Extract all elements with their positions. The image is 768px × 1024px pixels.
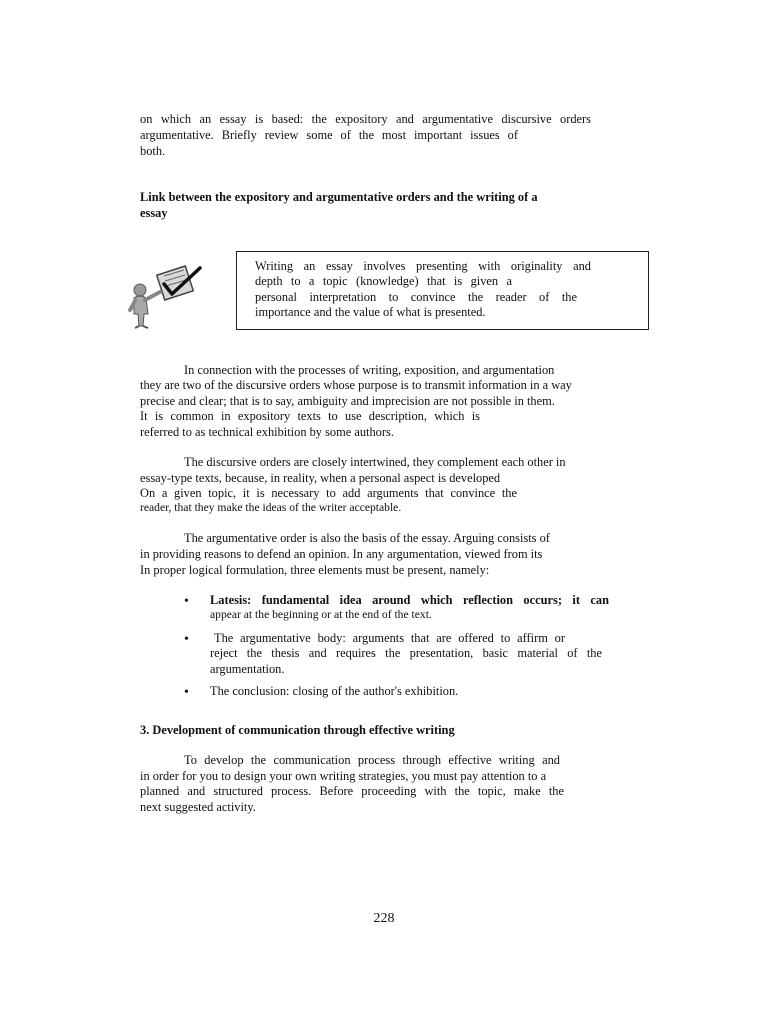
para1-line-1: In connection with the processes of writing, exposition, and argumentation	[184, 363, 555, 377]
section3-line-3: planned and structured process. Before proceeding with the topic, make the	[140, 784, 564, 798]
section3-line-1: To develop the communication process through effective writing and	[184, 753, 560, 767]
intro-line-1: on which an essay is based: the expository and argumentative discursive orders	[140, 112, 591, 126]
para1-line-4: It is common in expository texts to use description, which is	[140, 409, 480, 423]
para3-line-3: In proper logical formulation, three elements must be present, namely:	[140, 563, 490, 577]
para3-line-1: The argumentative order is also the basis of the essay. Arguing consists of	[184, 531, 550, 545]
para1-line-5: referred to as technical exhibition by some authors.	[140, 425, 394, 439]
bullet-1-line-1: Latesis: fundamental idea around which reflection occurs; it can	[210, 593, 609, 607]
para3-line-2: in providing reasons to defend an opinion. In any argumentation, viewed from its	[140, 547, 543, 561]
callout-line-3: personal interpretation to convince the reader of the	[255, 290, 577, 304]
intro-line-3: both.	[140, 144, 166, 158]
bullet-2-line-3: argumentation.	[210, 662, 285, 676]
para2-line-2: essay-type texts, because, in reality, when a personal aspect is developed	[140, 471, 501, 485]
section-heading-line-1: Link between the expository and argumentative orders and the writing of a	[140, 190, 538, 204]
bullet-1-line-2: appear at the beginning or at the end of the text.	[210, 608, 432, 621]
section3-heading: 3. Development of communication through effective writing	[140, 723, 455, 737]
section-heading-line-2: essay	[140, 206, 168, 220]
intro-line-2: argumentative. Briefly review some of the most important issues of	[140, 128, 518, 142]
para1-line-3: precise and clear; that is to say, ambiguity and imprecision are not possible in them.	[140, 394, 555, 408]
section3-line-4: next suggested activity.	[140, 800, 256, 814]
bullet-2-line-2: reject the thesis and requires the presentation, basic material of the	[210, 646, 602, 660]
bullet-marker-3: •	[184, 685, 189, 700]
para1-line-2: they are two of the discursive orders whose purpose is to transmit information in a way	[140, 378, 572, 392]
bullet-marker-2: •	[184, 632, 189, 647]
bullet-2-line-1: The argumentative body: arguments that are offered to affirm or	[214, 631, 565, 645]
bullet-3-line-1: The conclusion: closing of the author's exhibition.	[210, 684, 459, 698]
para2-line-1: The discursive orders are closely intertwined, they complement each other in	[184, 455, 566, 469]
page-number: 228	[373, 911, 395, 926]
callout-line-4: importance and the value of what is presented.	[255, 305, 486, 319]
para2-line-3: On a given topic, it is necessary to add arguments that convince the	[140, 486, 517, 500]
section3-line-2: in order for you to design your own writing strategies, you must pay attention to a	[140, 769, 547, 783]
callout-line-1: Writing an essay involves presenting with originality and	[255, 259, 591, 273]
callout-line-2: depth to a topic (knowledge) that is given a	[255, 274, 512, 288]
bullet-marker-1: •	[184, 594, 189, 609]
para2-line-4: reader, that they make the ideas of the writer acceptable.	[140, 501, 402, 514]
checklist-figure-icon	[126, 264, 206, 330]
